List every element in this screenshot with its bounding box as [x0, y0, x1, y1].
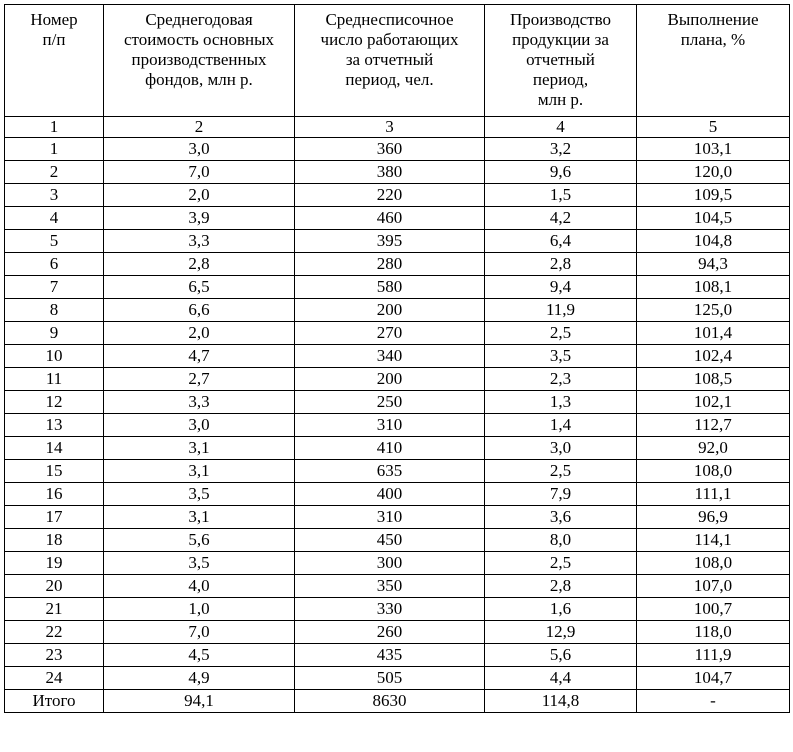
average-headcount-cell: 260 [295, 621, 485, 644]
total-average-headcount: 8630 [295, 690, 485, 713]
header-row-number: Номер п/п [5, 5, 104, 117]
plan-fulfillment-cell: 114,1 [637, 529, 790, 552]
row-number-cell: 3 [5, 184, 104, 207]
row-number-cell: 5 [5, 230, 104, 253]
column-number-cell: 1 [5, 117, 104, 138]
fixed-assets-cost-cell: 6,5 [104, 276, 295, 299]
total-production-output: 114,8 [485, 690, 637, 713]
row-number-cell: 6 [5, 253, 104, 276]
average-headcount-cell: 300 [295, 552, 485, 575]
total-fixed-assets-cost: 94,1 [104, 690, 295, 713]
table-row [5, 644, 790, 667]
plan-fulfillment-cell: 101,4 [637, 322, 790, 345]
production-output-cell: 2,8 [485, 575, 637, 598]
header-row [5, 5, 790, 117]
row-number-cell: 12 [5, 391, 104, 414]
average-headcount-cell: 435 [295, 644, 485, 667]
average-headcount-cell: 580 [295, 276, 485, 299]
fixed-assets-cost-cell: 2,8 [104, 253, 295, 276]
table-row [5, 414, 790, 437]
fixed-assets-cost-cell: 2,0 [104, 184, 295, 207]
header-average-headcount: Среднесписочное число работающих за отчетный период, чел. [295, 5, 485, 117]
fixed-assets-cost-cell: 4,9 [104, 667, 295, 690]
row-number-cell: 9 [5, 322, 104, 345]
fixed-assets-cost-cell: 3,0 [104, 138, 295, 161]
production-output-cell: 8,0 [485, 529, 637, 552]
fixed-assets-cost-cell: 3,1 [104, 460, 295, 483]
table-row [5, 552, 790, 575]
average-headcount-cell: 200 [295, 299, 485, 322]
fixed-assets-cost-cell: 3,1 [104, 437, 295, 460]
production-output-cell: 3,2 [485, 138, 637, 161]
production-output-cell: 4,4 [485, 667, 637, 690]
production-output-cell: 5,6 [485, 644, 637, 667]
plan-fulfillment-cell: 107,0 [637, 575, 790, 598]
table-row [5, 460, 790, 483]
total-label: Итого [5, 690, 104, 713]
table-row [5, 345, 790, 368]
header-plan-fulfillment: Выполнение плана, % [637, 5, 790, 117]
table-row [5, 667, 790, 690]
fixed-assets-cost-cell: 3,1 [104, 506, 295, 529]
table-row [5, 138, 790, 161]
row-number-cell: 8 [5, 299, 104, 322]
production-output-cell: 9,4 [485, 276, 637, 299]
fixed-assets-cost-cell: 4,7 [104, 345, 295, 368]
table-row [5, 230, 790, 253]
table-row [5, 391, 790, 414]
fixed-assets-cost-cell: 3,3 [104, 391, 295, 414]
plan-fulfillment-cell: 109,5 [637, 184, 790, 207]
plan-fulfillment-cell: 104,7 [637, 667, 790, 690]
average-headcount-cell: 395 [295, 230, 485, 253]
production-output-cell: 2,3 [485, 368, 637, 391]
fixed-assets-cost-cell: 3,0 [104, 414, 295, 437]
production-output-cell: 9,6 [485, 161, 637, 184]
column-number-cell: 2 [104, 117, 295, 138]
plan-fulfillment-cell: 102,4 [637, 345, 790, 368]
average-headcount-cell: 380 [295, 161, 485, 184]
production-output-cell: 3,0 [485, 437, 637, 460]
plan-fulfillment-cell: 100,7 [637, 598, 790, 621]
table-row [5, 299, 790, 322]
plan-fulfillment-cell: 102,1 [637, 391, 790, 414]
production-output-cell: 7,9 [485, 483, 637, 506]
table-row [5, 184, 790, 207]
table-header [5, 5, 790, 117]
table-row [5, 598, 790, 621]
plan-fulfillment-cell: 94,3 [637, 253, 790, 276]
production-output-cell: 1,3 [485, 391, 637, 414]
production-output-cell: 4,2 [485, 207, 637, 230]
average-headcount-cell: 310 [295, 506, 485, 529]
fixed-assets-cost-cell: 2,7 [104, 368, 295, 391]
plan-fulfillment-cell: 103,1 [637, 138, 790, 161]
row-number-cell: 20 [5, 575, 104, 598]
row-number-cell: 18 [5, 529, 104, 552]
fixed-assets-cost-cell: 1,0 [104, 598, 295, 621]
fixed-assets-cost-cell: 2,0 [104, 322, 295, 345]
plan-fulfillment-cell: 108,1 [637, 276, 790, 299]
table-row [5, 506, 790, 529]
average-headcount-cell: 330 [295, 598, 485, 621]
fixed-assets-cost-cell: 7,0 [104, 161, 295, 184]
plan-fulfillment-cell: 120,0 [637, 161, 790, 184]
average-headcount-cell: 310 [295, 414, 485, 437]
column-numbers-row [5, 117, 790, 138]
row-number-cell: 13 [5, 414, 104, 437]
fixed-assets-cost-cell: 4,0 [104, 575, 295, 598]
fixed-assets-cost-cell: 3,5 [104, 483, 295, 506]
plan-fulfillment-cell: 92,0 [637, 437, 790, 460]
production-output-cell: 1,5 [485, 184, 637, 207]
row-number-cell: 10 [5, 345, 104, 368]
production-output-cell: 11,9 [485, 299, 637, 322]
average-headcount-cell: 250 [295, 391, 485, 414]
row-number-cell: 21 [5, 598, 104, 621]
row-number-cell: 17 [5, 506, 104, 529]
plan-fulfillment-cell: 104,5 [637, 207, 790, 230]
average-headcount-cell: 270 [295, 322, 485, 345]
header-production-output: Производство продукции за отчетный период, млн р. [485, 5, 637, 117]
total-row [5, 690, 790, 713]
table-row [5, 253, 790, 276]
table-row [5, 437, 790, 460]
average-headcount-cell: 635 [295, 460, 485, 483]
average-headcount-cell: 280 [295, 253, 485, 276]
production-output-cell: 2,5 [485, 460, 637, 483]
table-row [5, 276, 790, 299]
production-output-cell: 6,4 [485, 230, 637, 253]
plan-fulfillment-cell: 125,0 [637, 299, 790, 322]
fixed-assets-cost-cell: 7,0 [104, 621, 295, 644]
column-number-cell: 4 [485, 117, 637, 138]
fixed-assets-cost-cell: 5,6 [104, 529, 295, 552]
average-headcount-cell: 450 [295, 529, 485, 552]
average-headcount-cell: 410 [295, 437, 485, 460]
plan-fulfillment-cell: 112,7 [637, 414, 790, 437]
average-headcount-cell: 400 [295, 483, 485, 506]
table-row [5, 322, 790, 345]
production-output-cell: 12,9 [485, 621, 637, 644]
average-headcount-cell: 350 [295, 575, 485, 598]
production-output-cell: 2,5 [485, 552, 637, 575]
table-row [5, 575, 790, 598]
row-number-cell: 22 [5, 621, 104, 644]
row-number-cell: 19 [5, 552, 104, 575]
table-row [5, 529, 790, 552]
column-number-cell: 3 [295, 117, 485, 138]
row-number-cell: 16 [5, 483, 104, 506]
total-plan-fulfillment: - [637, 690, 790, 713]
table-row [5, 368, 790, 391]
production-output-cell: 1,6 [485, 598, 637, 621]
row-number-cell: 15 [5, 460, 104, 483]
row-number-cell: 14 [5, 437, 104, 460]
production-output-cell: 3,5 [485, 345, 637, 368]
average-headcount-cell: 505 [295, 667, 485, 690]
column-number-cell: 5 [637, 117, 790, 138]
fixed-assets-cost-cell: 3,9 [104, 207, 295, 230]
table-row [5, 483, 790, 506]
plan-fulfillment-cell: 108,5 [637, 368, 790, 391]
plan-fulfillment-cell: 108,0 [637, 460, 790, 483]
average-headcount-cell: 340 [295, 345, 485, 368]
table-row [5, 161, 790, 184]
table-row [5, 621, 790, 644]
plan-fulfillment-cell: 104,8 [637, 230, 790, 253]
row-number-cell: 24 [5, 667, 104, 690]
production-output-cell: 2,5 [485, 322, 637, 345]
average-headcount-cell: 220 [295, 184, 485, 207]
average-headcount-cell: 360 [295, 138, 485, 161]
row-number-cell: 23 [5, 644, 104, 667]
average-headcount-cell: 200 [295, 368, 485, 391]
enterprise-data-table [4, 4, 790, 713]
plan-fulfillment-cell: 111,1 [637, 483, 790, 506]
row-number-cell: 7 [5, 276, 104, 299]
fixed-assets-cost-cell: 3,3 [104, 230, 295, 253]
plan-fulfillment-cell: 111,9 [637, 644, 790, 667]
production-output-cell: 1,4 [485, 414, 637, 437]
plan-fulfillment-cell: 108,0 [637, 552, 790, 575]
plan-fulfillment-cell: 96,9 [637, 506, 790, 529]
row-number-cell: 1 [5, 138, 104, 161]
fixed-assets-cost-cell: 3,5 [104, 552, 295, 575]
average-headcount-cell: 460 [295, 207, 485, 230]
production-output-cell: 2,8 [485, 253, 637, 276]
table-row [5, 207, 790, 230]
fixed-assets-cost-cell: 6,6 [104, 299, 295, 322]
row-number-cell: 2 [5, 161, 104, 184]
plan-fulfillment-cell: 118,0 [637, 621, 790, 644]
row-number-cell: 4 [5, 207, 104, 230]
header-fixed-assets-cost: Среднегодовая стоимость основных производственных фондов, млн р. [104, 5, 295, 117]
production-output-cell: 3,6 [485, 506, 637, 529]
table-body [5, 117, 790, 713]
row-number-cell: 11 [5, 368, 104, 391]
fixed-assets-cost-cell: 4,5 [104, 644, 295, 667]
